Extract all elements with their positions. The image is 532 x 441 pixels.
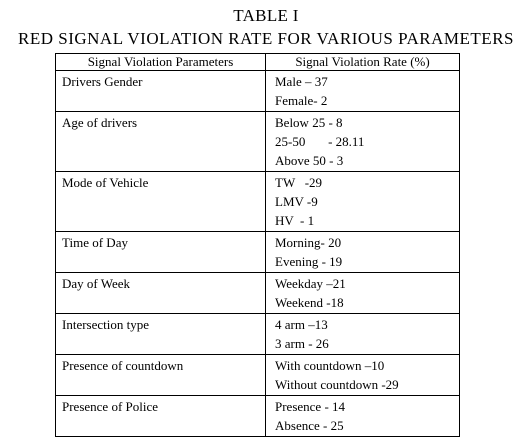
parameter-cell: Presence of Police: [56, 396, 266, 437]
header-parameters: Signal Violation Parameters: [56, 54, 266, 71]
rate-value: Weekday –21: [275, 276, 346, 291]
table-row: [56, 172, 460, 232]
table-row: [56, 232, 460, 273]
rate-cell: [266, 355, 460, 396]
parameter-cell: Time of Day: [56, 232, 266, 273]
table-row: [56, 71, 460, 112]
rate-value: Below 25 - 8: [275, 115, 343, 130]
rate-value: Weekend -18: [275, 295, 344, 310]
table-row: [56, 273, 460, 314]
rate-value: 3 arm - 26: [275, 336, 329, 351]
rate-cell: [266, 396, 460, 437]
rate-value: Without countdown -29: [275, 377, 399, 392]
rate-cell: [266, 273, 460, 314]
rate-cell: [266, 172, 460, 232]
rate-value: Absence - 25: [275, 418, 344, 433]
rate-cell: [266, 112, 460, 172]
parameter-cell: Intersection type: [56, 314, 266, 355]
rate-cell: [266, 314, 460, 355]
rate-cell: [266, 71, 460, 112]
rate-value: Above 50 - 3: [275, 153, 344, 168]
rate-value: Female- 2: [275, 93, 328, 108]
parameter-cell: Age of drivers: [56, 112, 266, 172]
parameter-cell: Presence of countdown: [56, 355, 266, 396]
rate-value: Evening - 19: [275, 254, 343, 269]
rate-value: 25-50 - 28.11: [275, 134, 365, 149]
rate-value: 4 arm –13: [275, 317, 328, 332]
rate-value: HV - 1: [275, 213, 315, 228]
table-row: [56, 112, 460, 172]
parameter-cell: Drivers Gender: [56, 71, 266, 112]
header-rate: Signal Violation Rate (%): [266, 54, 460, 71]
table-title: RED SIGNAL VIOLATION RATE FOR VARIOUS PARAMETERS: [18, 29, 514, 48]
table-row: [56, 314, 460, 355]
rate-value: With countdown –10: [275, 358, 385, 373]
table-label: TABLE I: [233, 6, 299, 25]
rate-value: Male – 37: [275, 74, 328, 89]
rate-cell: [266, 232, 460, 273]
parameter-cell: Day of Week: [56, 273, 266, 314]
parameter-cell: Mode of Vehicle: [56, 172, 266, 232]
table-header-row: [56, 54, 460, 71]
rate-value: TW -29: [275, 175, 323, 190]
rate-value: Presence - 14: [275, 399, 346, 414]
violation-rate-table: [55, 53, 460, 437]
table-row: [56, 355, 460, 396]
rate-value: LMV -9: [275, 194, 318, 209]
rate-value: Morning- 20: [275, 235, 342, 250]
table-row: [56, 396, 460, 437]
